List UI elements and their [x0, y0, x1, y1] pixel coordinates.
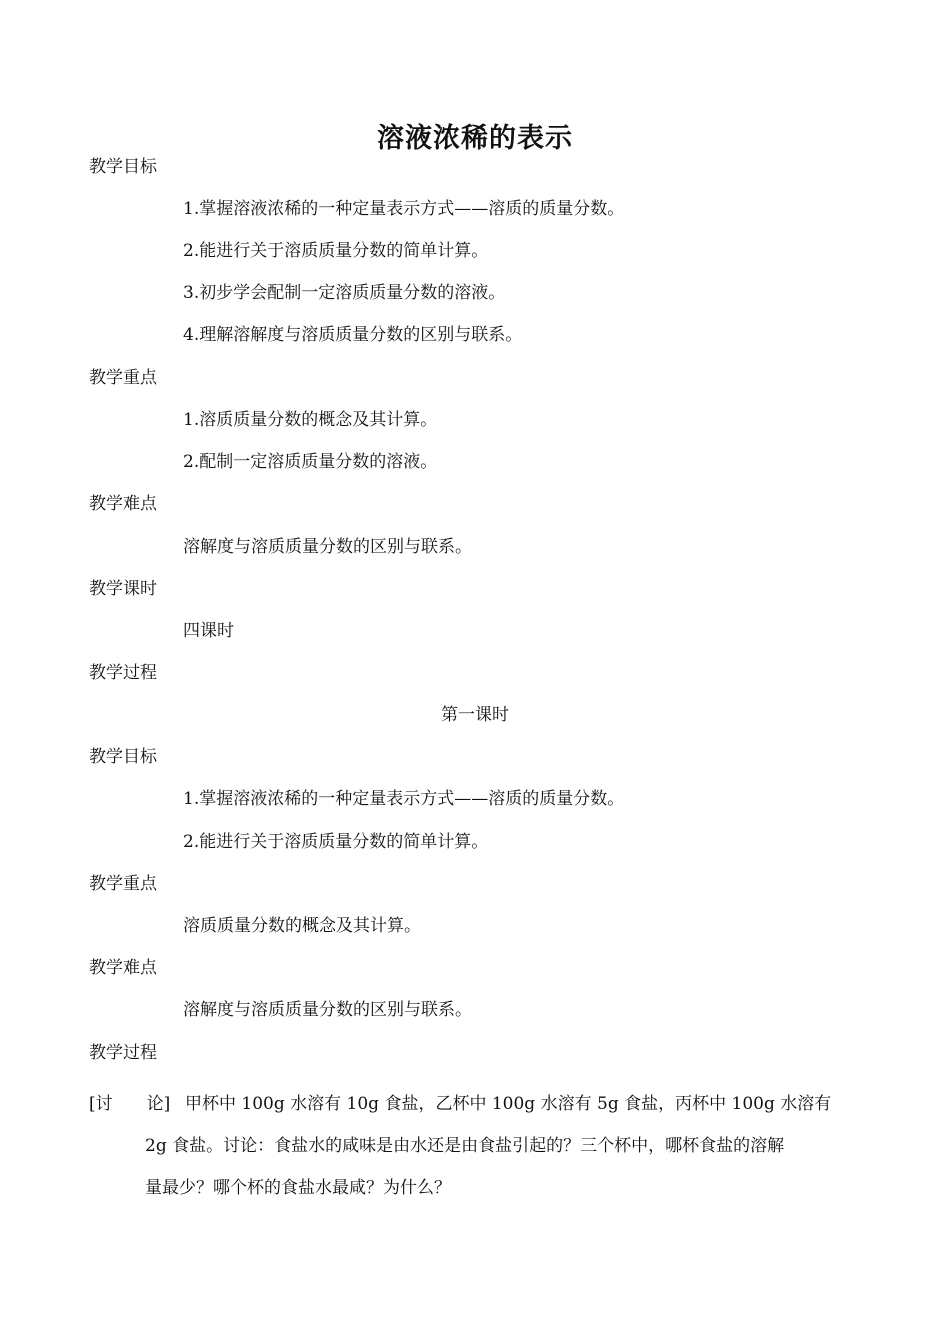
- heading-key-points: 教学重点: [89, 368, 157, 388]
- discussion-first-line: [89, 1083, 864, 1125]
- key-point-item: 2.配制一定溶质质量分数的溶液。: [183, 452, 438, 472]
- class-hours-value: 四课时: [183, 621, 234, 641]
- discussion-text: 量最少？哪个杯的食盐水最咸？为什么？: [145, 1178, 451, 1198]
- discussion-text: 2g 食盐。讨论：食盐水的咸味是由水还是由食盐引起的？三个杯中，哪杯食盐的溶解: [145, 1136, 785, 1156]
- objective-item: 2.能进行关于溶质质量分数的简单计算。: [183, 832, 489, 852]
- key-point-item: 溶质质量分数的概念及其计算。: [183, 916, 421, 936]
- heading-difficulties: 教学难点: [89, 958, 157, 978]
- objective-item: 1.掌握溶液浓稀的一种定量表示方式——溶质的质量分数。: [183, 199, 625, 219]
- heading-objectives: 教学目标: [89, 747, 157, 767]
- heading-process: 教学过程: [89, 663, 157, 683]
- difficulty-item: 溶解度与溶质质量分数的区别与联系。: [183, 537, 472, 557]
- heading-key-points: 教学重点: [89, 874, 157, 894]
- discussion-text: 甲杯中 100g 水溶有 10g 食盐，乙杯中 100g 水溶有 5g 食盐，丙杯中 100g 水溶有: [185, 1094, 832, 1114]
- objective-item: 3.初步学会配制一定溶质质量分数的溶液。: [183, 283, 506, 303]
- heading-objectives: 教学目标: [89, 157, 157, 177]
- objective-item: 1.掌握溶液浓稀的一种定量表示方式——溶质的质量分数。: [183, 789, 625, 809]
- heading-difficulties: 教学难点: [89, 494, 157, 514]
- objective-item: 2.能进行关于溶质质量分数的简单计算。: [183, 241, 489, 261]
- document-title: 溶液浓稀的表示: [377, 123, 573, 154]
- objective-item: 4.理解溶解度与溶质质量分数的区别与联系。: [183, 325, 523, 345]
- lesson-one-heading: 第一课时: [441, 705, 509, 725]
- heading-class-hours: 教学课时: [89, 579, 157, 599]
- key-point-item: 1.溶质质量分数的概念及其计算。: [183, 410, 438, 430]
- discussion-paragraph: [89, 1083, 864, 1209]
- heading-process: 教学过程: [89, 1043, 157, 1063]
- discussion-tag: [讨 论]: [89, 1094, 171, 1114]
- difficulty-item: 溶解度与溶质质量分数的区别与联系。: [183, 1000, 472, 1020]
